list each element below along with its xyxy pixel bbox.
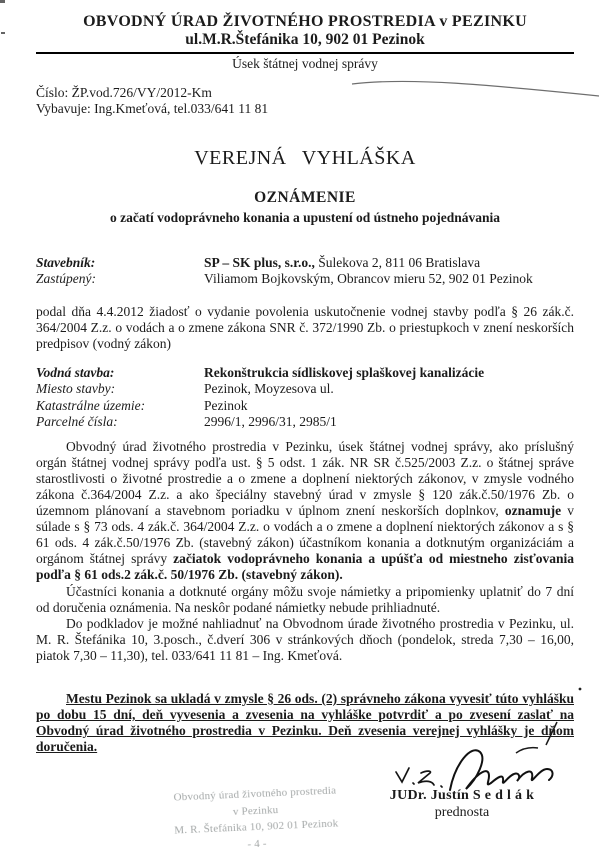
office-name: OBVODNÝ ÚRAD ŽIVOTNÉHO PROSTREDIA v PEZINKU: [83, 13, 527, 30]
parcel-numbers-row: [36, 414, 574, 430]
builder-row: [36, 255, 574, 271]
stamp-line-3: M. R. Štefánika 10, 902 01 Pezinok: [174, 817, 339, 837]
notification-bold-start: začiatok vodoprávneho konania a upúšťa od miestneho zisťovania podľa § 61 ods.2 zák.č. 50/1976 Zb. (stavebný zákon).: [36, 551, 574, 583]
posting-mandate-paragraph: Mestu Pezinok sa ukladá v zmysle § 26 ods. (2) správneho zákona vyvesiť túto vyhlášku po dobu 15 dní, deň vyvesenia a zvesenia na vyhláške potvrdiť a po zvesení zaslať na Obvodný úrad životného prostredia v Pezinku. Deň zvesenia verejnej vyhlášky je dňom doručenia.: [36, 690, 574, 755]
inspection-paragraph: Do podkladov je možné nahliadnuť na Obvodnom úrade životného prostredia v Pezinku, ul. M. R. Štefánika 10, 3.posch., č.dverí 306 v stránkových dňoch (pondelok, streda 7,30 – 16,00, piatok 7,30 – 11,30), tel. 033/641 11 81 – Ing. Kmeťová.: [36, 615, 574, 663]
intro-paragraph: podal dňa 4.4.2012 žiadosť o vydanie povolenia uskutočnenie vodnej stavby podľa § 26 zák.č. 364/2004 Z.z. o vodách a o zmene zákona SNR č. 372/1990 Zb. o priestupkoch v znení neskorších predpisov (vodný zákon): [36, 304, 574, 352]
water-construction-label: Vodná stavba:: [36, 365, 115, 381]
water-construction-row: [36, 365, 574, 381]
builder-label: Stavebník:: [36, 254, 96, 270]
signature-block: [372, 788, 552, 821]
body-text: [36, 439, 574, 755]
parcel-numbers-value: 2996/1, 2996/31, 2985/1: [204, 413, 337, 429]
stamp-line-4: - 4 -: [247, 837, 267, 850]
construction-block: [36, 365, 574, 430]
builder-name: SP – SK plus, s.r.o.,: [204, 254, 315, 270]
department-line: Úsek štátnej vodnej správy: [232, 56, 378, 72]
objections-paragraph: Účastníci konania a dotknuté orgány môžu svoje námietky a pripomienky uplatniť do 7 dní od doručenia oznámenia. Na neskôr podané námietky nebude prihliadnuté.: [36, 583, 574, 615]
notification-text-1: Obvodný úrad životného prostredia v Pezinku, úsek štátnej vodnej správy, ako príslušný orgán štátnej vodnej správy podľa ust. § 5 odst. 1 zák. NR SR č.525/2003 Z.z. o štátnej správe starostlivosti o životné prostredie a o zmene a doplnení niektorých zákonov, v zmysle vodného zákona č.364/2004 Z.z. a ako špeciálny stavebný úrad v zmysle § 120 zák.č.50/1976 Zb. o územnom plánovaní a stavebnom poriadku v úplnom znení neskorších doplnkov,: [36, 438, 574, 519]
cadastral-area-row: [36, 398, 574, 414]
water-construction-value: Rekonštrukcia sídliskovej splaškovej kanalizácie: [204, 365, 485, 381]
notification-paragraph: [36, 439, 574, 584]
cadastral-area-label: Katastrálne územie:: [36, 397, 146, 413]
stamp-line-1: Obvodný úrad životného prostredia: [173, 784, 337, 804]
reference-handler: Vybavuje: Ing.Kmeťová, tel.033/641 11 81: [36, 101, 269, 117]
notification-text-2: v súlade s § 73 ods. 4 zák.č. 364/2004 Z.z. o vodách a o zmene a doplnení niektorých zákonov a s § 61 ods. 4 zák.č.50/1976 Zb. (stavebný zákon) účastníkom konania a dotknutým organizáciám a orgánom štátnej správy: [36, 503, 575, 567]
representative-label: Zastúpený:: [36, 270, 96, 286]
official-stamp: [155, 782, 358, 850]
representative-row: [36, 271, 574, 287]
parcel-numbers-label: Parcelné čísla:: [36, 413, 118, 429]
cadastral-area-value: Pezinok: [204, 397, 248, 413]
reference-number: Číslo: ŽP.vod.726/VY/2012-Km: [36, 85, 212, 101]
letterhead-rule: [36, 52, 574, 54]
stamp-line-2: v Pezinku: [232, 803, 279, 818]
reference-block: [36, 85, 574, 117]
vz-initials-handwriting: [396, 768, 442, 787]
letterhead: [36, 13, 574, 72]
document-subtitle: o začatí vodoprávneho konania a upustení od ústneho pojednávania: [109, 209, 501, 225]
scan-artifact-speck: [0, 0, 5, 3]
signature-handwriting: [450, 750, 553, 790]
parties-block: [36, 255, 574, 287]
signer-name: JUDr. Justín S e d l á k: [389, 788, 535, 803]
construction-site-label: Miesto stavby:: [36, 381, 116, 397]
office-address: ul.M.R.Štefánika 10, 902 01 Pezinok: [185, 30, 425, 48]
construction-site-value: Pezinok, Moyzesova ul.: [204, 381, 334, 397]
builder-value: [204, 255, 574, 271]
document-type-heading: OZNÁMENIE: [254, 188, 356, 206]
construction-site-row: [36, 381, 574, 397]
document-title: VEREJNÁ VYHLÁŠKA: [194, 146, 416, 169]
signer-title: prednosta: [434, 805, 490, 820]
notification-bold-announces: oznamuje: [504, 503, 562, 519]
scan-artifact-speck: [1, 32, 5, 34]
builder-address: Šulekova 2, 811 06 Bratislava: [314, 254, 481, 270]
representative-value: Viliamom Bojkovským, Obrancov mieru 52, 902 01 Pezinok: [204, 270, 533, 286]
